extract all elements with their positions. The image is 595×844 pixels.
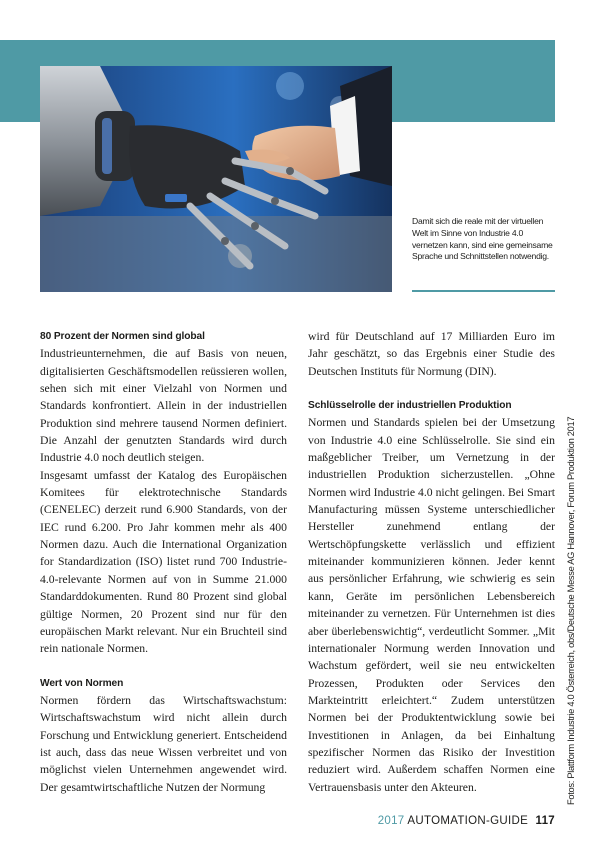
robot-human-handshake-photo <box>40 66 392 292</box>
caption-underline <box>412 290 555 292</box>
article-column-left <box>40 328 287 796</box>
body-paragraph: Normen fördern das Wirtschaftswachstum: Wirtschaftswachstum wird nicht allein durch Forschung und Entwicklung generiert. Entscheidend ist auch, dass das neue Wissen verbreitet und von möglichst vielen Unternehmen angewendet wird. Der gesamtwirtschaftliche Nutzen der Normung <box>40 693 287 794</box>
image-caption: Damit sich die reale mit der virtuellen Welt im Sinne von Industrie 4.0 vernetzen kann, sind eine gemeinsame Sprache und Schnittstellen notwendig. <box>412 216 553 262</box>
photo-credit-vertical: Fotos: Plattform Industrie 4.0 Österreich, obs/Deutsche Messe AG Hannover, Forum Produktion 2017 <box>566 416 576 805</box>
section-heading: 80 Prozent der Normen sind global <box>40 331 205 342</box>
section-heading: Schlüsselrolle der industriellen Produktion <box>308 400 512 412</box>
body-paragraph: Industrieunternehmen, die auf Basis von neuen, digitalisierten Geschäftsmodellen reüssieren wollen, sehen sich mit einer Vielzahl von Normen und Standards konfrontiert. Allein in der industriellen Produktion sind mehrere tausend Normen definiert. Die Anzahl der genutzten Standards wird durch Industrie 4.0 noch deutlich steigen. <box>40 347 287 465</box>
handshake-illustration <box>40 66 392 292</box>
body-paragraph: Insgesamt umfasst der Katalog des Europäischen Komitees für elektrotechnische Standards (CENELEC) derzeit rund 6.900 Standards, von der IEC rund 6.200. Pro Jahr kommen mehr als 400 Normen dazu. Auch die International Organization for Standardization (ISO) listet rund 700 Industrie-4.0-relevante Normen auf von in Summe 21.000 Standarddokumenten. Rund 80 Prozent sind global gültige Normen, 20 Prozent sind nur für den europäischen Markt relevant. Nur ein Bruchteil sind rein nationale Normen. <box>40 468 287 656</box>
footer-publication: AUTOMATION-GUIDE <box>407 815 529 827</box>
page-footer <box>378 815 555 827</box>
section-heading: Wert von Normen <box>40 677 124 689</box>
body-paragraph: wird für Deutschland auf 17 Milliarden Euro im Jahr geschätzt, so das Ergebnis einer Studie des Deutschen Instituts für Normung (DIN). <box>308 330 555 378</box>
footer-year: 2017 <box>377 815 405 827</box>
paragraph-gap <box>40 658 287 675</box>
article-column-right <box>308 328 555 796</box>
body-paragraph: Normen und Standards spielen bei der Umsetzung von Industrie 4.0 eine Schlüsselrolle. Sie sind ein maßgeblicher Treiber, um Vernetzung in der industriellen Produktion sicherzustellen. „Ohne Normen wird Industrie 4.0 nicht gelingen. Bei Smart Manufacturing müssen Systeme unterschiedlicher Hersteller zunehmend entlang der Wertschöpfungskette verlässlich und effizient miteinander kommunizieren können. Jeder kennt aus persönlicher Erfahrung, wie schwierig es sein kann, Geräte im persönlichen Lebensbereich miteinander zu vernetzen. Für Unternehmen ist dies aber überlebenswichtig“, verdeutlicht Sommer. „Mit internationaler Normung werden Innovation und Wachstum gefördert, weil sie neu entwickelten Prozessen, Produkten oder Services den Markteintritt erleichtert.“ Zudem unterstützen Normen bei der Produktentwicklung sowie bei Investitionen in Anlagen, da bei Einhaltung spezifischer Normen das Risiko der Investition reduziert wird. Außerdem schaffen Normen eine Vertrauensbasis unter den Akteuren. <box>308 416 556 794</box>
page-number: 117 <box>535 815 555 827</box>
paragraph-gap <box>308 380 555 397</box>
